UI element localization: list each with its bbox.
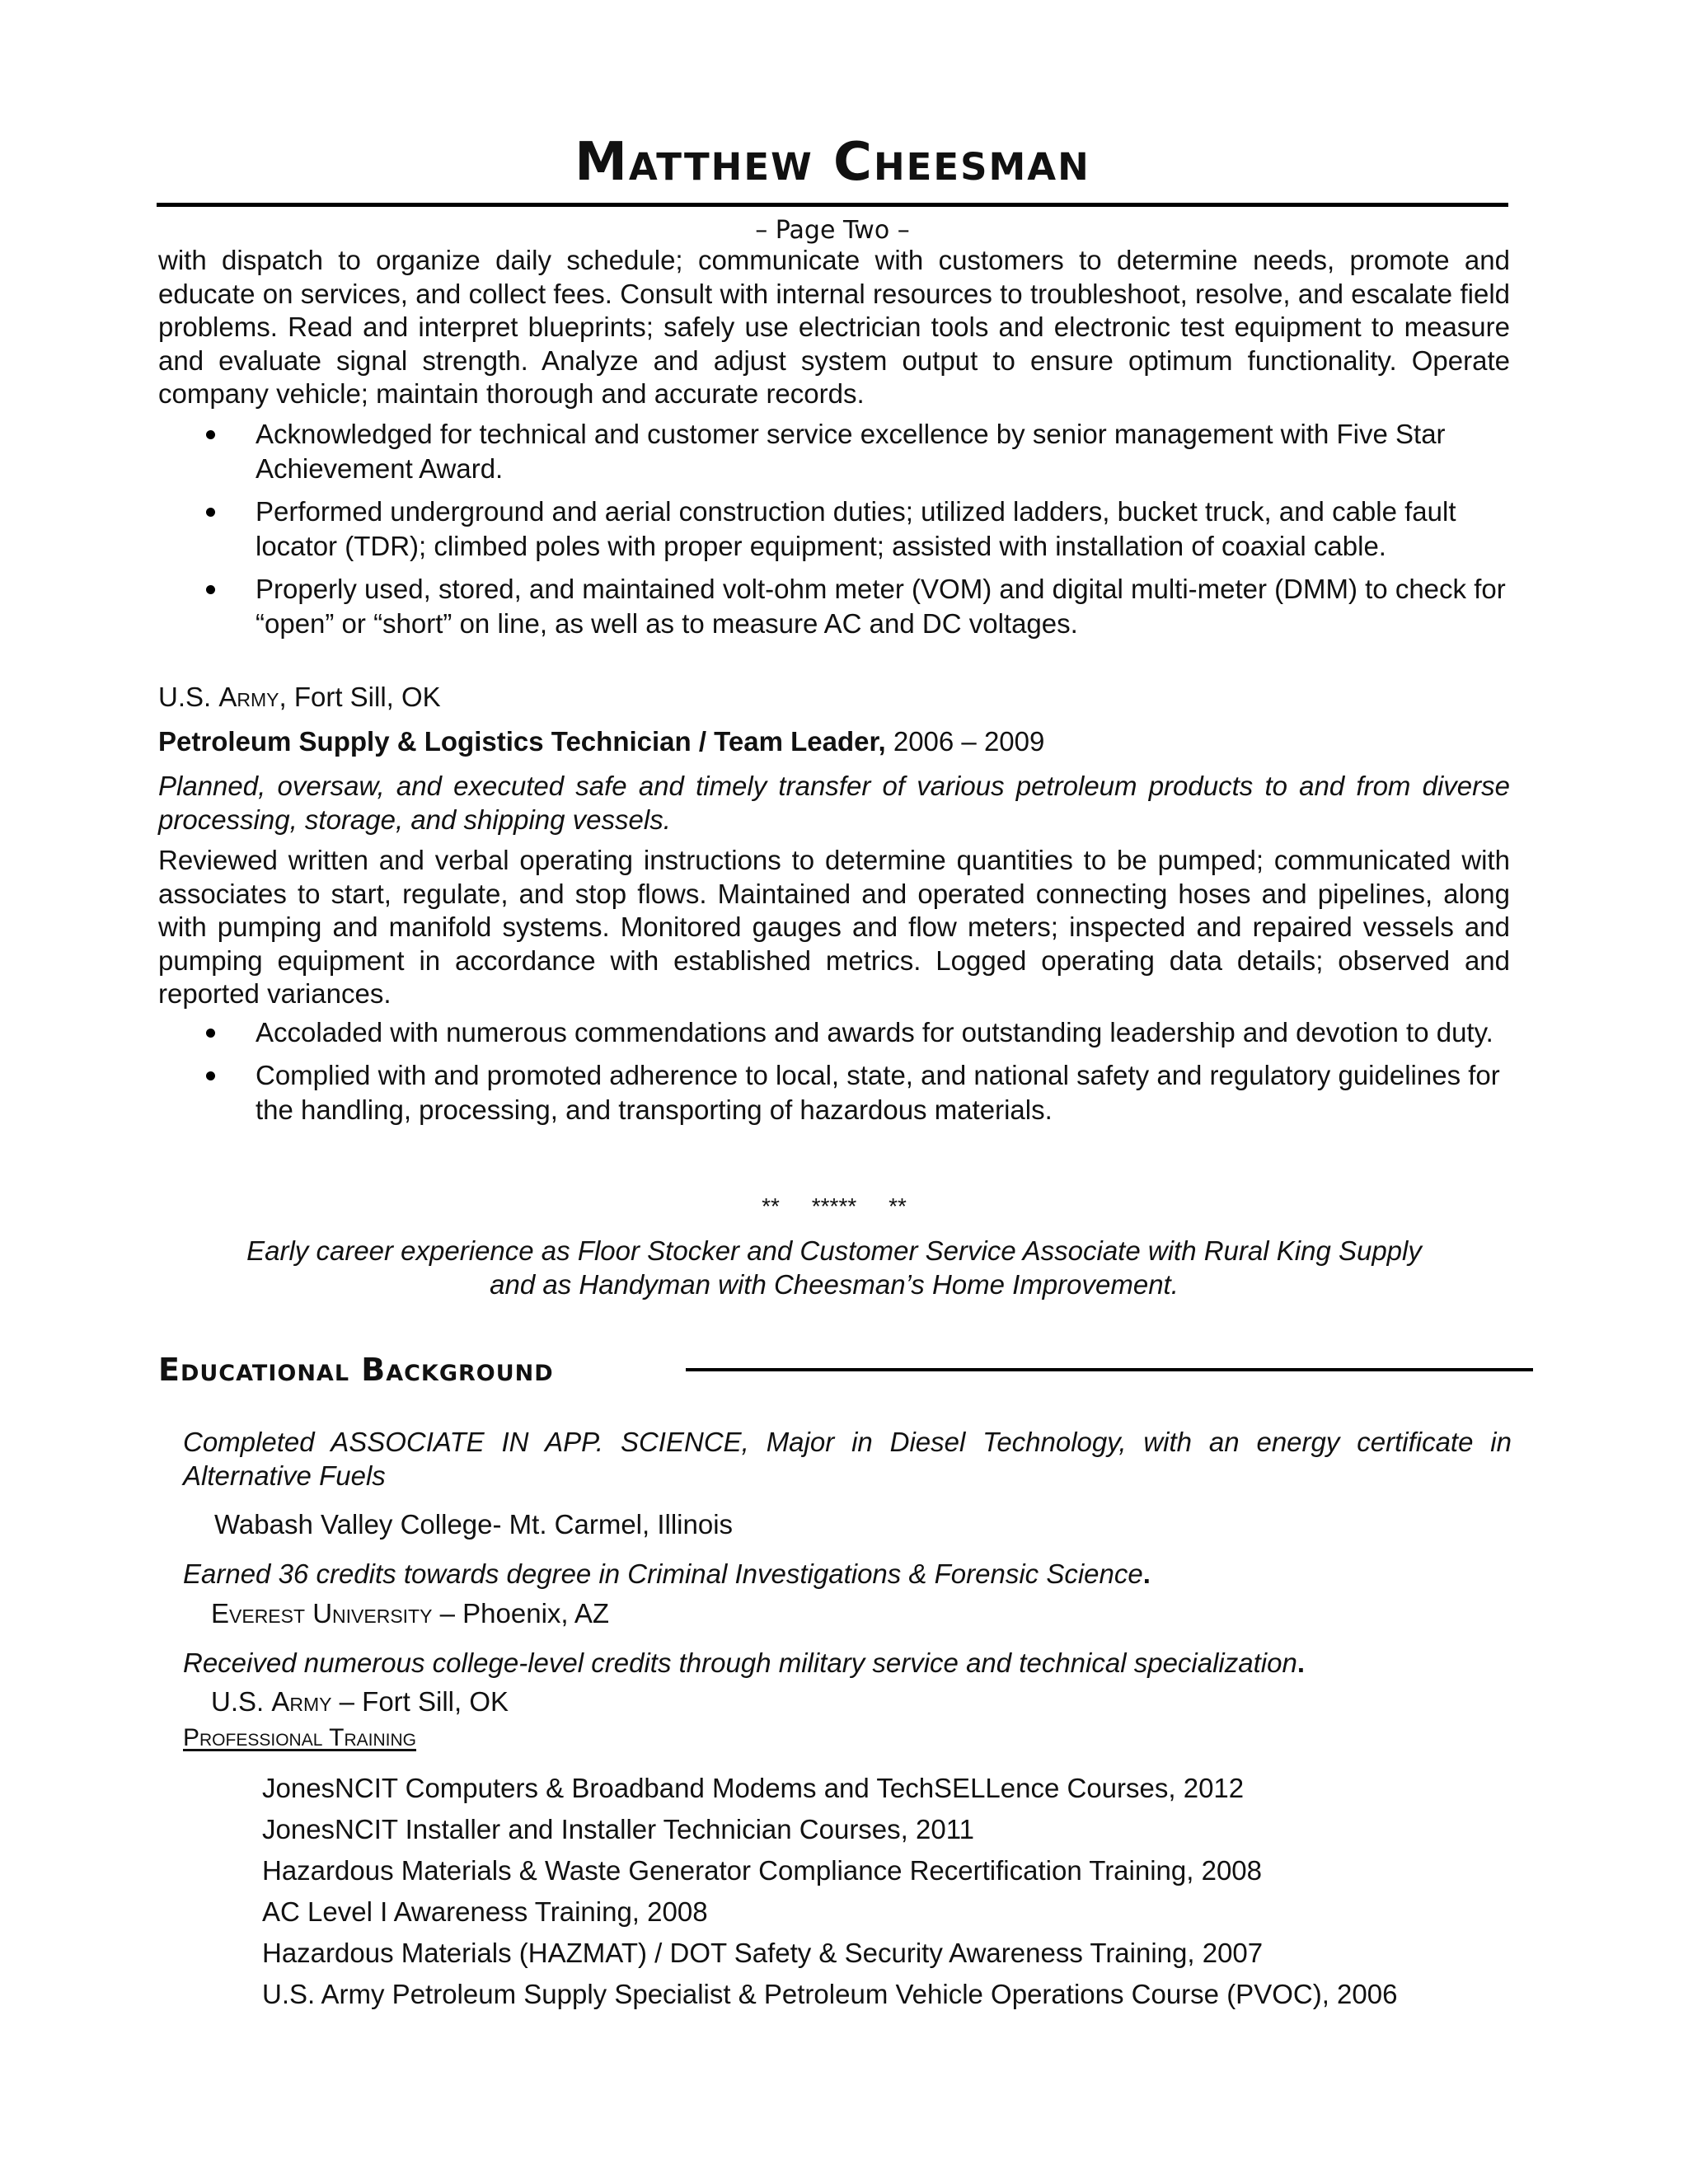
education-section-rule [686,1368,1533,1371]
list-item: AC Level I Awareness Training, 2008 [262,1896,708,1927]
education-degree-3: Received numerous college-level credits through military service and technical specialization. [183,1647,1305,1678]
list-item: Hazardous Materials & Waste Generator Compliance Recertification Training, 2008 [262,1855,1263,1886]
early-career-note: Early career experience as Floor Stocker and Customer Service Associate with Rural King Supply and as Handyman with Cheesman’s Home Improvement. [246,1235,1422,1300]
list-item: U.S. Army Petroleum Supply Specialist & Petroleum Vehicle Operations Course (PVOC), 2006 [262,1979,1398,2009]
bullet-icon [206,430,215,439]
education-school-3: U.S. Army – Fort Sill, OK [211,1686,509,1717]
job2-employer: U.S. Army, Fort Sill, OK [158,682,441,712]
list-item: Performed underground and aerial construction duties; utilized ladders, bucket truck, and cable fault locator (TDR); climbed poles with proper equipment; assisted with installation of coaxial cable. [158,494,1518,564]
list-item: JonesNCIT Installer and Installer Technician Courses, 2011 [262,1814,974,1844]
list-item: Complied with and promoted adherence to local, state, and national safety and regulatory guidelines for the handling, processing, and transporting of hazardous materials. [158,1058,1518,1127]
job1-bullets [158,417,1518,641]
job2-description: Reviewed written and verbal operating instructions to determine quantities to be pumped; communicated with associates to start, regulate, and stop flows. Maintained and operated connecting hoses and pipelines, along with pumping and manifold systems. Monitored gauges and flow meters; inspected and repaired vessels and pumping equipment in accordance with established metrics. Logged operating data details; observed and reported variances. [158,845,1510,1009]
job1-continued-text: with dispatch to organize daily schedule; communicate with customers to determine needs, promote and educate on services, and collect fees. Consult with internal resources to troubleshoot, resolve, and escalate field problems. Read and interpret blueprints; safely use electrician tools and electronic test equipment to measure and evaluate signal strength. Analyze and adjust system output to ensure optimum functionality. Operate company vehicle; maintain thorough and accurate records. [158,245,1510,409]
candidate-name [157,134,1508,191]
professional-training-heading: Professional Training [183,1724,417,1751]
page-label: – Page Two – [755,216,910,245]
bullet-icon [206,1029,215,1038]
job2-bullets [158,1015,1518,1127]
bullet-icon [206,585,215,594]
header-rule [157,203,1508,207]
education-section-title: Educational Background [158,1352,554,1388]
list-item: JonesNCIT Computers & Broadband Modems and TechSELLence Courses, 2012 [262,1773,1245,1803]
education-school-1: Wabash Valley College- Mt. Carmel, Illinois [214,1509,734,1540]
education-school-2: Everest University – Phoenix, AZ [211,1598,610,1629]
section-divider-stars: ** ***** ** [762,1193,907,1219]
job2-summary: Planned, oversaw, and executed safe and timely transfer of various petroleum products to and from diverse processing, storage, and shipping vessels. [158,771,1510,835]
education-degree-1: Completed ASSOCIATE IN APP. SCIENCE, Major in Diesel Technology, with an energy certificate in Alternative Fuels [183,1427,1512,1491]
bullet-icon [206,1071,215,1080]
list-item: Acknowledged for technical and customer service excellence by senior management with Five Star Achievement Award. [158,417,1518,486]
training-list [262,1768,1397,2015]
job2-title: Petroleum Supply & Logistics Technician / Team Leader, 2006 – 2009 [158,726,1045,757]
list-item: Properly used, stored, and maintained volt-ohm meter (VOM) and digital multi-meter (DMM) to check for “open” or “short” on line, as well as to measure AC and DC voltages. [158,572,1518,641]
education-degree-2: Earned 36 credits towards degree in Criminal Investigations & Forensic Science. [183,1558,1151,1589]
bullet-icon [206,508,215,517]
list-item: Hazardous Materials (HAZMAT) / DOT Safety & Security Awareness Training, 2007 [262,1938,1264,1968]
list-item: Accoladed with numerous commendations and awards for outstanding leadership and devotion to duty. [158,1015,1518,1050]
candidate-name-text: Matthew Cheesman [574,132,1090,193]
